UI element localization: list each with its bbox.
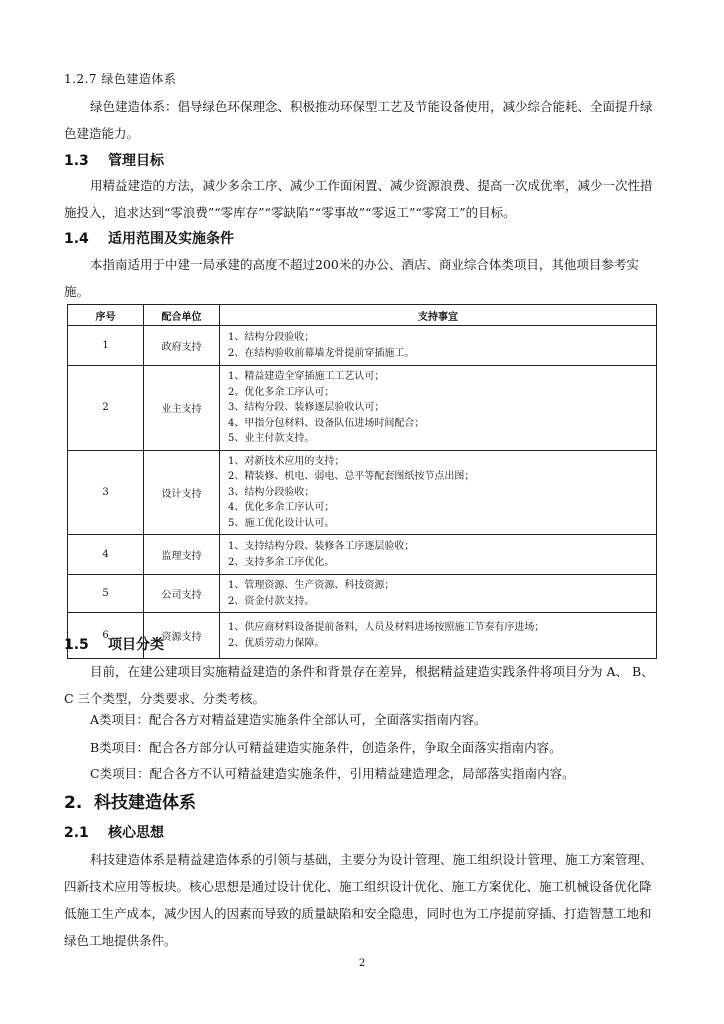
row-unit: 资源支持 xyxy=(144,613,220,659)
support-item: 2、在结构验收前幕墙龙骨提前穿插施工。 xyxy=(228,347,415,359)
row-unit: 政府支持 xyxy=(144,326,220,366)
table-row xyxy=(68,535,657,575)
table-row xyxy=(68,326,657,366)
section-1-4-paragraph: 本指南适用于中建一局承建的高度不超过200米的办公、酒店、商业综合体类项目，其他项目参考实施。 xyxy=(64,257,639,299)
section-number: 1.4 xyxy=(64,231,89,247)
table-row xyxy=(68,366,657,451)
section-2-1-paragraph: 科技建造体系是精益建造体系的引领与基础，主要分为设计管理、施工组织设计管理、施工方案管理、四新技术应用等板块。核心思想是通过设计优化、施工组织设计优化、施工方案优化、施工机械设备优化降低施工生产成本，减少因人的因素而导致的质量缺陷和安全隐患，同时也为工序提前穿插、打造智慧工地和绿色工地提供条件。 xyxy=(64,852,653,948)
section-1-2-7-heading: 1.2.7 绿色建造体系 xyxy=(64,72,177,86)
support-item: 2、支持多余工序优化。 xyxy=(228,556,335,568)
section-number: 2.1 xyxy=(64,825,89,841)
row-items xyxy=(220,366,657,451)
chapter-2-heading xyxy=(64,788,196,813)
support-item: 1、精益建造全穿插施工工艺认可； xyxy=(228,371,385,382)
header-items: 支持事宜 xyxy=(220,305,657,326)
support-item: 5、业主付款支持。 xyxy=(228,433,315,444)
row-unit: 公司支持 xyxy=(144,575,220,613)
support-item: 1、支持结构分段、装修各工序逐层验收； xyxy=(228,541,415,552)
section-1-3-paragraph: 用精益建造的方法，减少多余工序、减少工作面闲置、减少资源浪费、提高一次成优率，减少一次性措施投入，追求达到“零浪费”“零库存”“零缺陷”“零事故”“零返工”“零窝工”的目标。 xyxy=(64,178,653,220)
support-item: 3、结构分段、装修逐层验收认可； xyxy=(228,402,385,413)
table-header-row xyxy=(68,305,657,326)
row-items xyxy=(220,450,657,535)
row-number: 1 xyxy=(68,326,144,366)
section-title: 项目分类 xyxy=(108,637,164,653)
row-items xyxy=(220,326,657,366)
header-number: 序号 xyxy=(68,305,144,326)
table-row xyxy=(68,450,657,535)
row-unit: 监理支持 xyxy=(144,535,220,575)
support-item: 1、供应商材料设备提前备料，人员及材料进场按照施工节奏有序进场； xyxy=(228,622,545,633)
section-1-4-heading xyxy=(64,228,234,248)
section-title: 核心思想 xyxy=(108,825,164,841)
support-item: 2、优化多余工序认可； xyxy=(228,386,335,398)
section-1-5-paragraph: 目前，在建公建项目实施精益建造的条件和背景存在差异，根据精益建造实践条件将项目分为 A、 B、 C 三个类型，分类要求、分类考核。 xyxy=(64,664,654,706)
support-item: 5、施工优化设计认可。 xyxy=(228,517,335,529)
section-1-5-heading xyxy=(64,634,164,654)
support-item: 2、精装修、机电、弱电、总平等配套图纸按节点出图； xyxy=(228,471,475,482)
support-item: 4、优化多余工序认可； xyxy=(228,502,335,513)
support-item: 1、管理资源、生产资源、科技资源； xyxy=(228,580,395,591)
row-items xyxy=(220,613,657,659)
chapter-title: 科技建造体系 xyxy=(94,793,196,813)
row-number: 5 xyxy=(68,575,144,613)
row-number: 4 xyxy=(68,535,144,575)
section-1-3-heading xyxy=(64,150,164,170)
support-table xyxy=(67,304,657,659)
chapter-number: 2. xyxy=(64,793,83,813)
support-item: 2、资金付款支持。 xyxy=(228,595,315,607)
class-c-paragraph: C类项目：配合各方不认可精益建造实施条件，引用精益建造理念，局部落实指南内容。 xyxy=(90,766,575,781)
section-1-2-7-paragraph: 绿色建造体系：倡导绿色环保理念、积极推动环保型工艺及节能设备使用，减少综合能耗、全面提升绿色建造能力。 xyxy=(64,99,653,141)
table-row xyxy=(68,575,657,613)
row-items xyxy=(220,575,657,613)
section-2-1-heading xyxy=(64,822,164,842)
row-items xyxy=(220,535,657,575)
support-item: 3、结构分段验收； xyxy=(228,486,315,498)
support-item: 2、优质劳动力保障。 xyxy=(228,637,325,649)
section-number: 1.3 xyxy=(64,153,89,169)
class-b-paragraph: B类项目：配合各方部分认可精益建造实施条件，创造条件，争取全面落实指南内容。 xyxy=(90,740,562,755)
row-number: 3 xyxy=(68,450,144,535)
section-number: 1.5 xyxy=(64,637,89,653)
page-number: 2 xyxy=(358,958,366,969)
class-a-paragraph: A类项目：配合各方对精益建造实施条件全部认可，全面落实指南内容。 xyxy=(90,712,487,727)
header-unit: 配合单位 xyxy=(144,305,220,326)
section-title: 适用范围及实施条件 xyxy=(108,231,234,247)
row-unit: 业主支持 xyxy=(144,366,220,451)
support-item: 4、甲指分包材料、设备队伍进场时间配合； xyxy=(228,417,425,429)
support-item: 1、对新技术应用的支持； xyxy=(228,455,345,467)
support-item: 1、结构分段验收； xyxy=(228,332,315,343)
section-title: 管理目标 xyxy=(108,153,164,169)
row-number: 2 xyxy=(68,366,144,451)
row-number: 6 xyxy=(68,613,144,659)
row-unit: 设计支持 xyxy=(144,450,220,535)
